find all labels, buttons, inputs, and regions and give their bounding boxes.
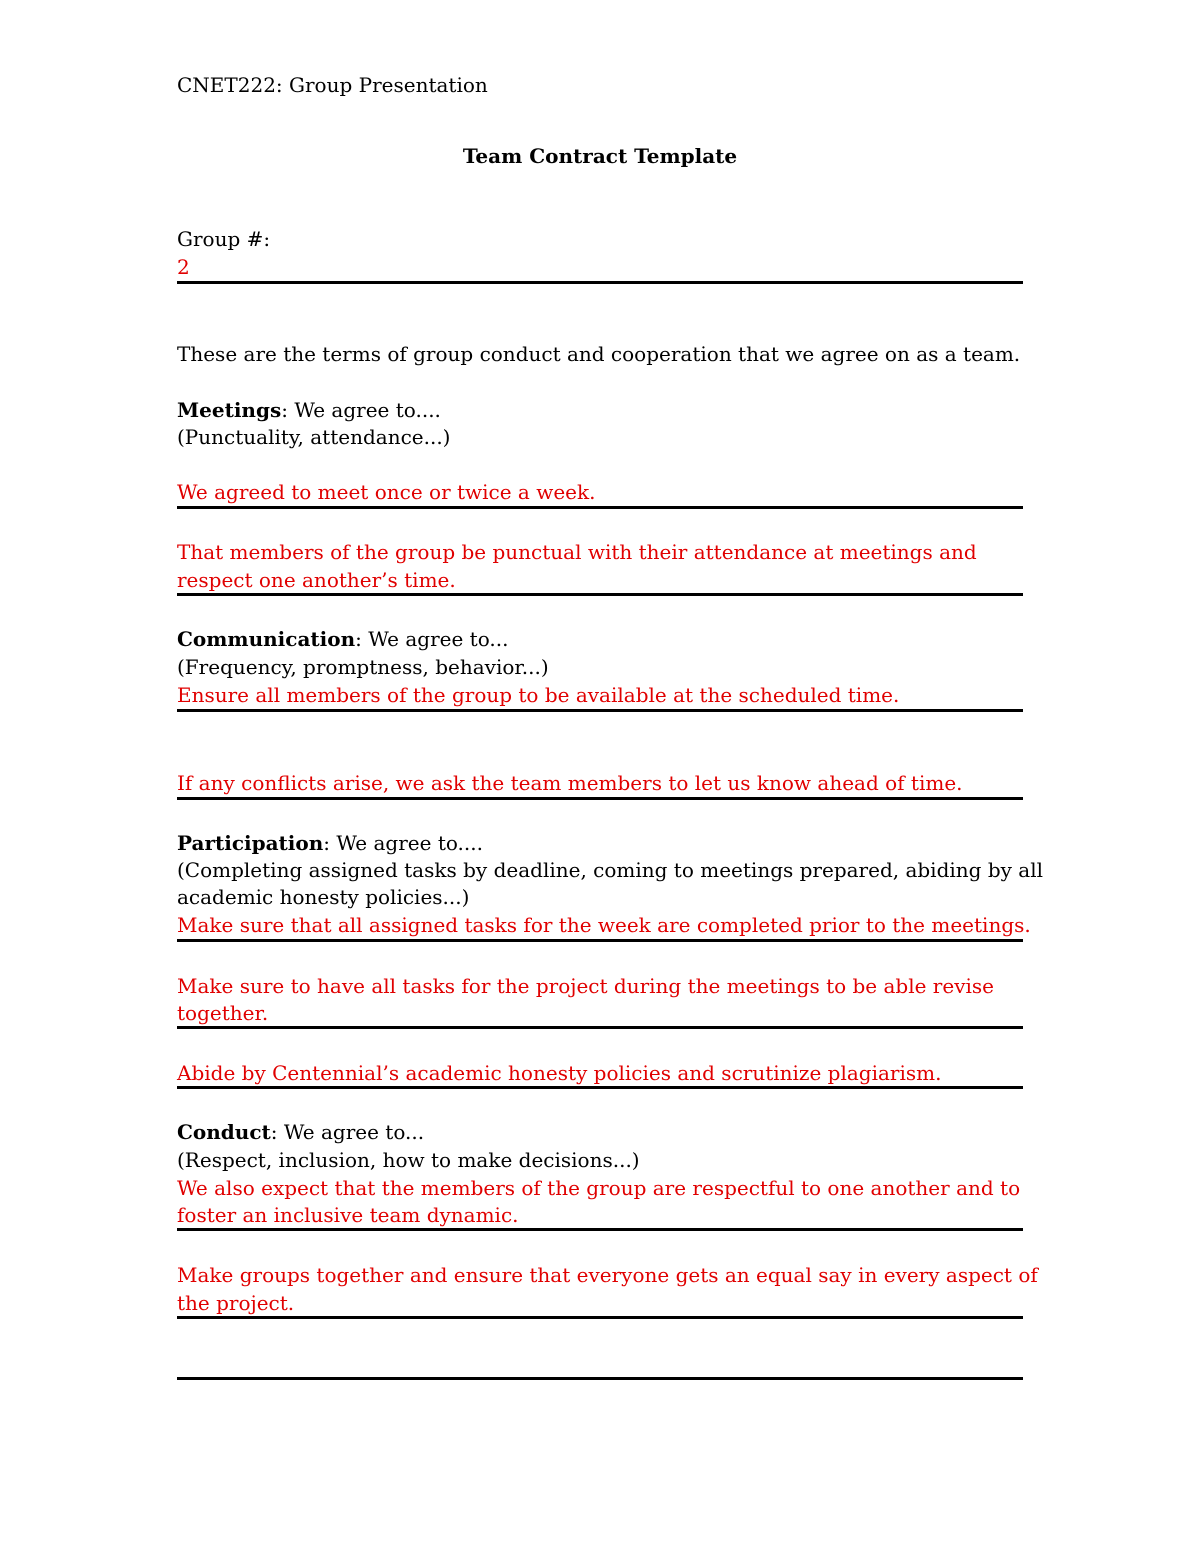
meetings-answer-2a: That members of the group be punctual with their attendance at meetings and xyxy=(177,540,977,564)
conduct-rule-2 xyxy=(177,1316,1023,1319)
communication-rule-2 xyxy=(177,797,1023,800)
communication-heading: Communication xyxy=(177,627,356,651)
meetings-section-title xyxy=(177,397,441,424)
participation-rule-3 xyxy=(177,1086,1023,1089)
meetings-answer-2b: respect one another’s time. xyxy=(177,568,456,592)
participation-answer-1: Make sure that all assigned tasks for the week are completed prior to the meetings. xyxy=(177,913,1031,937)
signature-rule xyxy=(177,1377,1023,1380)
conduct-lead: : We agree to... xyxy=(270,1120,425,1144)
group-label: Group #: xyxy=(177,227,271,251)
conduct-rule-1 xyxy=(177,1228,1023,1231)
page-header: CNET222: Group Presentation xyxy=(177,73,488,97)
document-title: Team Contract Template xyxy=(462,144,738,168)
meetings-lead: : We agree to.... xyxy=(281,398,441,422)
participation-rule-2 xyxy=(177,1026,1023,1029)
meetings-rule-1 xyxy=(177,506,1023,509)
participation-section-title xyxy=(177,830,483,857)
communication-lead: : We agree to... xyxy=(355,627,509,651)
communication-answer-1: Ensure all members of the group to be available at the scheduled time. xyxy=(177,683,900,707)
conduct-answer-2a: Make groups together and ensure that everyone gets an equal say in every aspect of xyxy=(177,1263,1038,1287)
conduct-answer-1a: We also expect that the members of the group are respectful to one another and to xyxy=(177,1176,1021,1200)
meetings-answer-1: We agreed to meet once or twice a week. xyxy=(177,480,596,504)
communication-answer-2: If any conflicts arise, we ask the team members to let us know ahead of time. xyxy=(177,771,963,795)
communication-rule-1 xyxy=(177,709,1023,712)
participation-answer-3: Abide by Centennial’s academic honesty policies and scrutinize plagiarism. xyxy=(177,1061,942,1085)
participation-answer-2a: Make sure to have all tasks for the project during the meetings to be able revise xyxy=(177,974,995,998)
conduct-section-title xyxy=(177,1119,424,1146)
participation-lead: : We agree to.... xyxy=(323,831,483,855)
communication-section-title xyxy=(177,626,508,653)
meetings-heading: Meetings xyxy=(177,398,282,422)
group-rule xyxy=(177,281,1023,284)
conduct-answer-1b: foster an inclusive team dynamic. xyxy=(177,1203,519,1227)
participation-hint-1: (Completing assigned tasks by deadline, coming to meetings prepared, abiding by all xyxy=(177,858,1043,882)
conduct-hint: (Respect, inclusion, how to make decisions...) xyxy=(177,1148,640,1172)
participation-rule-1 xyxy=(177,939,1023,942)
meetings-rule-2 xyxy=(177,593,1023,596)
communication-hint: (Frequency, promptness, behavior...) xyxy=(177,655,549,679)
intro-text: These are the terms of group conduct and cooperation that we agree on as a team. xyxy=(177,342,1021,366)
participation-heading: Participation xyxy=(177,831,324,855)
conduct-answer-2b: the project. xyxy=(177,1291,295,1315)
conduct-heading: Conduct xyxy=(177,1120,271,1144)
group-number: 2 xyxy=(177,255,190,279)
participation-answer-2b: together. xyxy=(177,1001,269,1025)
meetings-hint: (Punctuality, attendance...) xyxy=(177,425,451,449)
participation-hint-2: academic honesty policies...) xyxy=(177,885,470,909)
